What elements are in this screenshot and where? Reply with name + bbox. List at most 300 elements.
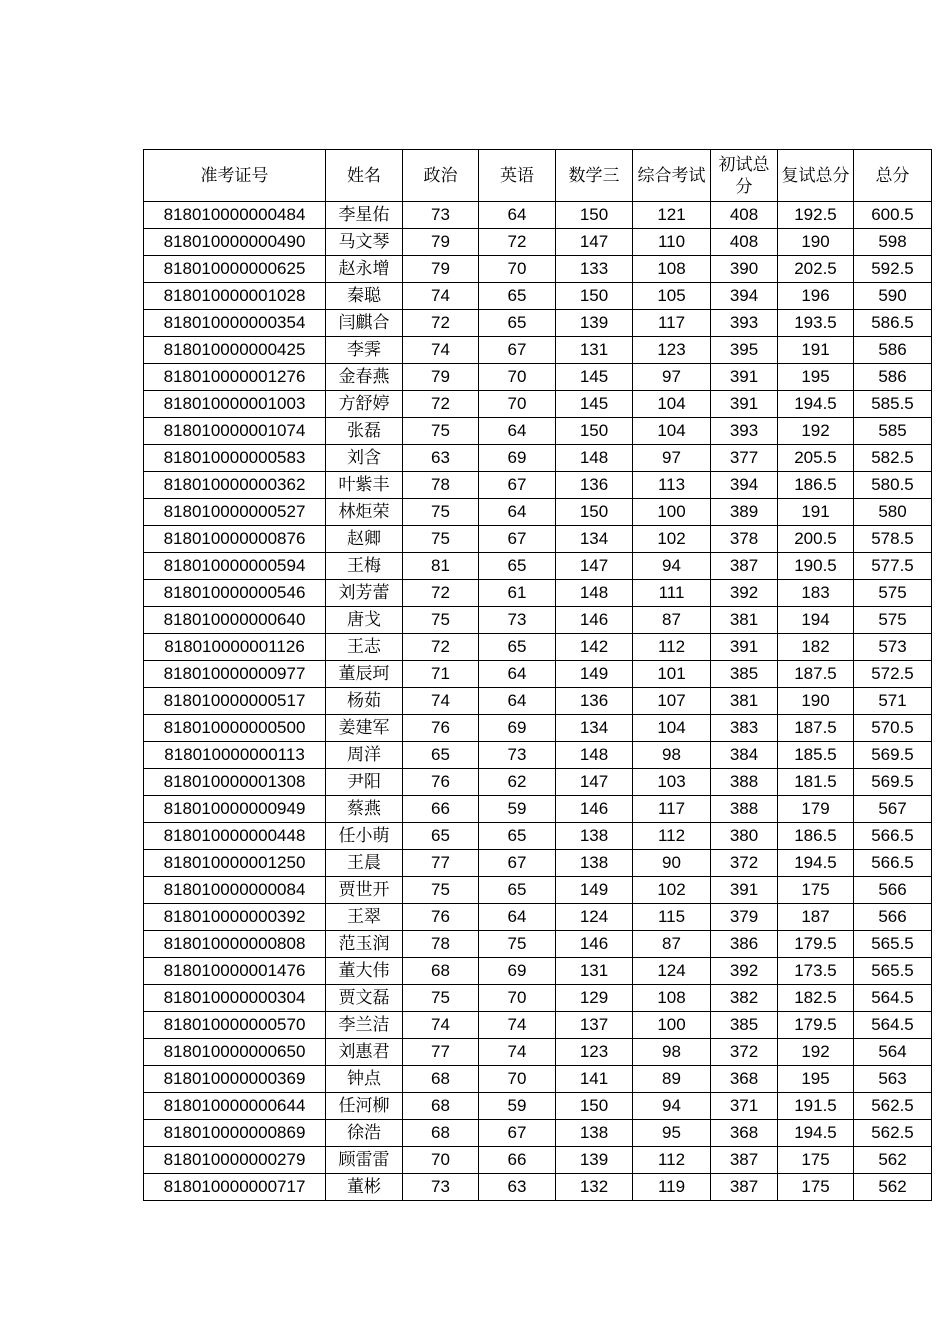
- table-row: [144, 1039, 932, 1066]
- cell-comprehensive: 107: [633, 688, 711, 715]
- cell-initial-total: 392: [711, 958, 778, 985]
- score-table-body: [144, 202, 932, 1201]
- cell-name: 林炬荣: [326, 499, 403, 526]
- cell-comprehensive: 105: [633, 283, 711, 310]
- cell-politics: 72: [403, 634, 479, 661]
- cell-math3: 138: [556, 823, 633, 850]
- cell-exam-id: 818010000000583: [144, 445, 326, 472]
- cell-politics: 73: [403, 202, 479, 229]
- table-row: [144, 445, 932, 472]
- cell-retest-total: 195: [778, 364, 854, 391]
- cell-name: 王晨: [326, 850, 403, 877]
- cell-total: 575: [854, 580, 932, 607]
- table-row: [144, 688, 932, 715]
- cell-total: 572.5: [854, 661, 932, 688]
- table-row: [144, 607, 932, 634]
- cell-english: 64: [479, 499, 556, 526]
- cell-politics: 76: [403, 715, 479, 742]
- cell-retest-total: 182.5: [778, 985, 854, 1012]
- cell-total: 563: [854, 1066, 932, 1093]
- cell-retest-total: 190: [778, 229, 854, 256]
- cell-comprehensive: 123: [633, 337, 711, 364]
- cell-comprehensive: 90: [633, 850, 711, 877]
- cell-initial-total: 387: [711, 553, 778, 580]
- cell-total: 580: [854, 499, 932, 526]
- cell-initial-total: 390: [711, 256, 778, 283]
- cell-initial-total: 384: [711, 742, 778, 769]
- cell-retest-total: 193.5: [778, 310, 854, 337]
- cell-math3: 131: [556, 337, 633, 364]
- cell-english: 63: [479, 1174, 556, 1201]
- cell-total: 598: [854, 229, 932, 256]
- cell-initial-total: 388: [711, 796, 778, 823]
- cell-politics: 72: [403, 580, 479, 607]
- cell-initial-total: 382: [711, 985, 778, 1012]
- cell-exam-id: 818010000000869: [144, 1120, 326, 1147]
- table-row: [144, 985, 932, 1012]
- cell-initial-total: 392: [711, 580, 778, 607]
- cell-politics: 73: [403, 1174, 479, 1201]
- cell-exam-id: 818010000000500: [144, 715, 326, 742]
- cell-name: 顾雷雷: [326, 1147, 403, 1174]
- cell-politics: 78: [403, 472, 479, 499]
- cell-english: 70: [479, 256, 556, 283]
- table-row: [144, 256, 932, 283]
- cell-politics: 68: [403, 1093, 479, 1120]
- cell-exam-id: 818010000000484: [144, 202, 326, 229]
- cell-comprehensive: 112: [633, 634, 711, 661]
- cell-total: 566.5: [854, 850, 932, 877]
- table-row: [144, 553, 932, 580]
- cell-retest-total: 179.5: [778, 931, 854, 958]
- cell-retest-total: 181.5: [778, 769, 854, 796]
- cell-retest-total: 194.5: [778, 850, 854, 877]
- table-row: [144, 418, 932, 445]
- cell-comprehensive: 102: [633, 877, 711, 904]
- cell-initial-total: 368: [711, 1066, 778, 1093]
- cell-retest-total: 187.5: [778, 715, 854, 742]
- cell-initial-total: 386: [711, 931, 778, 958]
- cell-exam-id: 818010000000113: [144, 742, 326, 769]
- cell-exam-id: 818010000000392: [144, 904, 326, 931]
- cell-english: 74: [479, 1039, 556, 1066]
- cell-english: 70: [479, 1066, 556, 1093]
- cell-politics: 75: [403, 985, 479, 1012]
- table-row: [144, 661, 932, 688]
- table-row: [144, 1174, 932, 1201]
- cell-name: 董大伟: [326, 958, 403, 985]
- table-row: [144, 1093, 932, 1120]
- table-row: [144, 526, 932, 553]
- cell-exam-id: 818010000001308: [144, 769, 326, 796]
- cell-initial-total: 394: [711, 472, 778, 499]
- cell-politics: 79: [403, 364, 479, 391]
- cell-english: 73: [479, 742, 556, 769]
- cell-retest-total: 182: [778, 634, 854, 661]
- cell-retest-total: 175: [778, 1174, 854, 1201]
- cell-politics: 75: [403, 607, 479, 634]
- cell-retest-total: 192: [778, 1039, 854, 1066]
- cell-comprehensive: 89: [633, 1066, 711, 1093]
- cell-english: 64: [479, 202, 556, 229]
- cell-comprehensive: 94: [633, 1093, 711, 1120]
- table-row: [144, 391, 932, 418]
- cell-total: 600.5: [854, 202, 932, 229]
- cell-total: 564.5: [854, 985, 932, 1012]
- cell-comprehensive: 110: [633, 229, 711, 256]
- cell-politics: 79: [403, 229, 479, 256]
- table-row: [144, 823, 932, 850]
- cell-math3: 141: [556, 1066, 633, 1093]
- cell-initial-total: 394: [711, 283, 778, 310]
- cell-math3: 150: [556, 283, 633, 310]
- cell-retest-total: 195: [778, 1066, 854, 1093]
- cell-comprehensive: 98: [633, 742, 711, 769]
- cell-math3: 145: [556, 391, 633, 418]
- cell-comprehensive: 112: [633, 1147, 711, 1174]
- cell-retest-total: 190: [778, 688, 854, 715]
- cell-math3: 123: [556, 1039, 633, 1066]
- cell-exam-id: 818010000000949: [144, 796, 326, 823]
- table-row: [144, 634, 932, 661]
- cell-math3: 150: [556, 418, 633, 445]
- cell-comprehensive: 98: [633, 1039, 711, 1066]
- table-row: [144, 364, 932, 391]
- header-math3: 数学三: [556, 150, 633, 202]
- cell-retest-total: 186.5: [778, 472, 854, 499]
- cell-english: 69: [479, 715, 556, 742]
- cell-exam-id: 818010000000644: [144, 1093, 326, 1120]
- cell-name: 唐戈: [326, 607, 403, 634]
- cell-retest-total: 191.5: [778, 1093, 854, 1120]
- cell-name: 李霁: [326, 337, 403, 364]
- cell-exam-id: 818010000000546: [144, 580, 326, 607]
- cell-english: 72: [479, 229, 556, 256]
- cell-exam-id: 818010000000354: [144, 310, 326, 337]
- cell-exam-id: 818010000000448: [144, 823, 326, 850]
- cell-english: 69: [479, 958, 556, 985]
- cell-english: 65: [479, 283, 556, 310]
- cell-name: 杨茹: [326, 688, 403, 715]
- cell-total: 570.5: [854, 715, 932, 742]
- cell-exam-id: 818010000000640: [144, 607, 326, 634]
- cell-comprehensive: 100: [633, 499, 711, 526]
- cell-math3: 150: [556, 202, 633, 229]
- cell-retest-total: 183: [778, 580, 854, 607]
- cell-name: 徐浩: [326, 1120, 403, 1147]
- cell-english: 64: [479, 904, 556, 931]
- cell-english: 66: [479, 1147, 556, 1174]
- cell-math3: 145: [556, 364, 633, 391]
- cell-initial-total: 393: [711, 310, 778, 337]
- cell-politics: 79: [403, 256, 479, 283]
- cell-name: 董辰珂: [326, 661, 403, 688]
- cell-politics: 70: [403, 1147, 479, 1174]
- cell-retest-total: 194.5: [778, 391, 854, 418]
- cell-exam-id: 818010000001276: [144, 364, 326, 391]
- cell-name: 蔡燕: [326, 796, 403, 823]
- cell-math3: 124: [556, 904, 633, 931]
- cell-math3: 148: [556, 445, 633, 472]
- cell-initial-total: 379: [711, 904, 778, 931]
- cell-math3: 136: [556, 472, 633, 499]
- cell-english: 70: [479, 364, 556, 391]
- cell-politics: 65: [403, 823, 479, 850]
- cell-initial-total: 391: [711, 634, 778, 661]
- cell-initial-total: 385: [711, 661, 778, 688]
- table-row: [144, 904, 932, 931]
- cell-math3: 136: [556, 688, 633, 715]
- cell-politics: 65: [403, 742, 479, 769]
- cell-retest-total: 190.5: [778, 553, 854, 580]
- cell-politics: 66: [403, 796, 479, 823]
- cell-initial-total: 380: [711, 823, 778, 850]
- cell-comprehensive: 95: [633, 1120, 711, 1147]
- cell-comprehensive: 112: [633, 823, 711, 850]
- cell-retest-total: 187.5: [778, 661, 854, 688]
- cell-initial-total: 387: [711, 1174, 778, 1201]
- cell-math3: 134: [556, 715, 633, 742]
- cell-initial-total: 372: [711, 1039, 778, 1066]
- cell-total: 569.5: [854, 742, 932, 769]
- cell-name: 贾文磊: [326, 985, 403, 1012]
- cell-comprehensive: 102: [633, 526, 711, 553]
- cell-total: 580.5: [854, 472, 932, 499]
- cell-exam-id: 818010000000650: [144, 1039, 326, 1066]
- cell-comprehensive: 97: [633, 364, 711, 391]
- cell-math3: 132: [556, 1174, 633, 1201]
- cell-math3: 139: [556, 1147, 633, 1174]
- cell-comprehensive: 94: [633, 553, 711, 580]
- cell-total: 562.5: [854, 1093, 932, 1120]
- cell-retest-total: 192.5: [778, 202, 854, 229]
- cell-politics: 74: [403, 1012, 479, 1039]
- cell-name: 刘含: [326, 445, 403, 472]
- cell-politics: 75: [403, 499, 479, 526]
- cell-english: 65: [479, 634, 556, 661]
- cell-name: 叶紫丰: [326, 472, 403, 499]
- cell-total: 564: [854, 1039, 932, 1066]
- cell-english: 59: [479, 796, 556, 823]
- cell-comprehensive: 103: [633, 769, 711, 796]
- cell-total: 573: [854, 634, 932, 661]
- cell-name: 周洋: [326, 742, 403, 769]
- cell-politics: 68: [403, 958, 479, 985]
- cell-comprehensive: 119: [633, 1174, 711, 1201]
- cell-initial-total: 388: [711, 769, 778, 796]
- cell-retest-total: 200.5: [778, 526, 854, 553]
- cell-english: 62: [479, 769, 556, 796]
- cell-exam-id: 818010000000304: [144, 985, 326, 1012]
- cell-comprehensive: 124: [633, 958, 711, 985]
- cell-initial-total: 395: [711, 337, 778, 364]
- cell-exam-id: 818010000000517: [144, 688, 326, 715]
- cell-math3: 150: [556, 1093, 633, 1120]
- cell-math3: 146: [556, 607, 633, 634]
- cell-comprehensive: 117: [633, 310, 711, 337]
- cell-math3: 129: [556, 985, 633, 1012]
- cell-exam-id: 818010000000369: [144, 1066, 326, 1093]
- cell-name: 贾世开: [326, 877, 403, 904]
- cell-english: 65: [479, 823, 556, 850]
- cell-initial-total: 377: [711, 445, 778, 472]
- cell-retest-total: 187: [778, 904, 854, 931]
- cell-name: 刘惠君: [326, 1039, 403, 1066]
- cell-exam-id: 818010000001003: [144, 391, 326, 418]
- cell-math3: 149: [556, 661, 633, 688]
- cell-english: 67: [479, 850, 556, 877]
- table-row: [144, 337, 932, 364]
- cell-comprehensive: 121: [633, 202, 711, 229]
- table-row: [144, 958, 932, 985]
- table-row: [144, 472, 932, 499]
- cell-politics: 77: [403, 850, 479, 877]
- table-row: [144, 202, 932, 229]
- table-row: [144, 1066, 932, 1093]
- cell-english: 65: [479, 310, 556, 337]
- cell-exam-id: 818010000000977: [144, 661, 326, 688]
- cell-total: 562: [854, 1147, 932, 1174]
- table-row: [144, 1012, 932, 1039]
- cell-comprehensive: 113: [633, 472, 711, 499]
- cell-math3: 150: [556, 499, 633, 526]
- cell-retest-total: 194: [778, 607, 854, 634]
- cell-politics: 74: [403, 688, 479, 715]
- cell-math3: 146: [556, 796, 633, 823]
- cell-comprehensive: 111: [633, 580, 711, 607]
- cell-total: 590: [854, 283, 932, 310]
- cell-math3: 138: [556, 1120, 633, 1147]
- cell-math3: 147: [556, 769, 633, 796]
- cell-comprehensive: 104: [633, 715, 711, 742]
- header-comprehensive: 综合考试: [633, 150, 711, 202]
- table-row: [144, 877, 932, 904]
- cell-comprehensive: 104: [633, 391, 711, 418]
- cell-politics: 63: [403, 445, 479, 472]
- cell-politics: 75: [403, 418, 479, 445]
- cell-name: 赵卿: [326, 526, 403, 553]
- cell-total: 577.5: [854, 553, 932, 580]
- cell-retest-total: 196: [778, 283, 854, 310]
- cell-total: 567: [854, 796, 932, 823]
- cell-retest-total: 173.5: [778, 958, 854, 985]
- cell-retest-total: 191: [778, 337, 854, 364]
- cell-retest-total: 205.5: [778, 445, 854, 472]
- table-row: [144, 283, 932, 310]
- cell-politics: 72: [403, 391, 479, 418]
- table-row: [144, 580, 932, 607]
- header-initial-total: 初试总分: [711, 150, 778, 202]
- cell-comprehensive: 87: [633, 607, 711, 634]
- cell-name: 任小萌: [326, 823, 403, 850]
- cell-math3: 131: [556, 958, 633, 985]
- cell-total: 586: [854, 364, 932, 391]
- cell-retest-total: 179: [778, 796, 854, 823]
- cell-total: 585: [854, 418, 932, 445]
- cell-initial-total: 408: [711, 229, 778, 256]
- cell-name: 马文琴: [326, 229, 403, 256]
- cell-initial-total: 408: [711, 202, 778, 229]
- cell-retest-total: 175: [778, 1147, 854, 1174]
- cell-name: 王梅: [326, 553, 403, 580]
- cell-comprehensive: 108: [633, 985, 711, 1012]
- cell-politics: 77: [403, 1039, 479, 1066]
- cell-name: 王志: [326, 634, 403, 661]
- cell-english: 70: [479, 391, 556, 418]
- cell-exam-id: 818010000000876: [144, 526, 326, 553]
- cell-comprehensive: 97: [633, 445, 711, 472]
- cell-name: 范玉润: [326, 931, 403, 958]
- cell-name: 刘芳蕾: [326, 580, 403, 607]
- table-row: [144, 769, 932, 796]
- cell-name: 王翠: [326, 904, 403, 931]
- cell-english: 69: [479, 445, 556, 472]
- cell-politics: 74: [403, 283, 479, 310]
- cell-politics: 74: [403, 337, 479, 364]
- cell-politics: 78: [403, 931, 479, 958]
- cell-initial-total: 383: [711, 715, 778, 742]
- cell-retest-total: 202.5: [778, 256, 854, 283]
- cell-english: 61: [479, 580, 556, 607]
- cell-initial-total: 381: [711, 688, 778, 715]
- cell-retest-total: 175: [778, 877, 854, 904]
- score-table: [143, 149, 932, 1201]
- table-row: [144, 850, 932, 877]
- cell-exam-id: 818010000000808: [144, 931, 326, 958]
- cell-math3: 134: [556, 526, 633, 553]
- table-row: [144, 931, 932, 958]
- cell-initial-total: 389: [711, 499, 778, 526]
- cell-politics: 71: [403, 661, 479, 688]
- cell-name: 赵永增: [326, 256, 403, 283]
- table-row: [144, 742, 932, 769]
- header-name: 姓名: [326, 150, 403, 202]
- cell-comprehensive: 108: [633, 256, 711, 283]
- cell-comprehensive: 115: [633, 904, 711, 931]
- cell-initial-total: 391: [711, 391, 778, 418]
- cell-total: 566: [854, 877, 932, 904]
- cell-exam-id: 818010000001028: [144, 283, 326, 310]
- cell-math3: 147: [556, 553, 633, 580]
- cell-politics: 75: [403, 877, 479, 904]
- cell-exam-id: 818010000000279: [144, 1147, 326, 1174]
- cell-math3: 148: [556, 580, 633, 607]
- cell-total: 566.5: [854, 823, 932, 850]
- cell-english: 70: [479, 985, 556, 1012]
- cell-politics: 81: [403, 553, 479, 580]
- table-row: [144, 310, 932, 337]
- cell-math3: 147: [556, 229, 633, 256]
- cell-english: 65: [479, 877, 556, 904]
- cell-english: 75: [479, 931, 556, 958]
- cell-name: 方舒婷: [326, 391, 403, 418]
- cell-math3: 142: [556, 634, 633, 661]
- cell-total: 565.5: [854, 931, 932, 958]
- cell-retest-total: 194.5: [778, 1120, 854, 1147]
- header-total: 总分: [854, 150, 932, 202]
- cell-initial-total: 378: [711, 526, 778, 553]
- table-row: [144, 796, 932, 823]
- cell-name: 李星佑: [326, 202, 403, 229]
- table-row: [144, 1120, 932, 1147]
- cell-retest-total: 186.5: [778, 823, 854, 850]
- cell-politics: 68: [403, 1066, 479, 1093]
- cell-exam-id: 818010000000625: [144, 256, 326, 283]
- cell-english: 59: [479, 1093, 556, 1120]
- cell-math3: 148: [556, 742, 633, 769]
- cell-name: 张磊: [326, 418, 403, 445]
- cell-exam-id: 818010000001476: [144, 958, 326, 985]
